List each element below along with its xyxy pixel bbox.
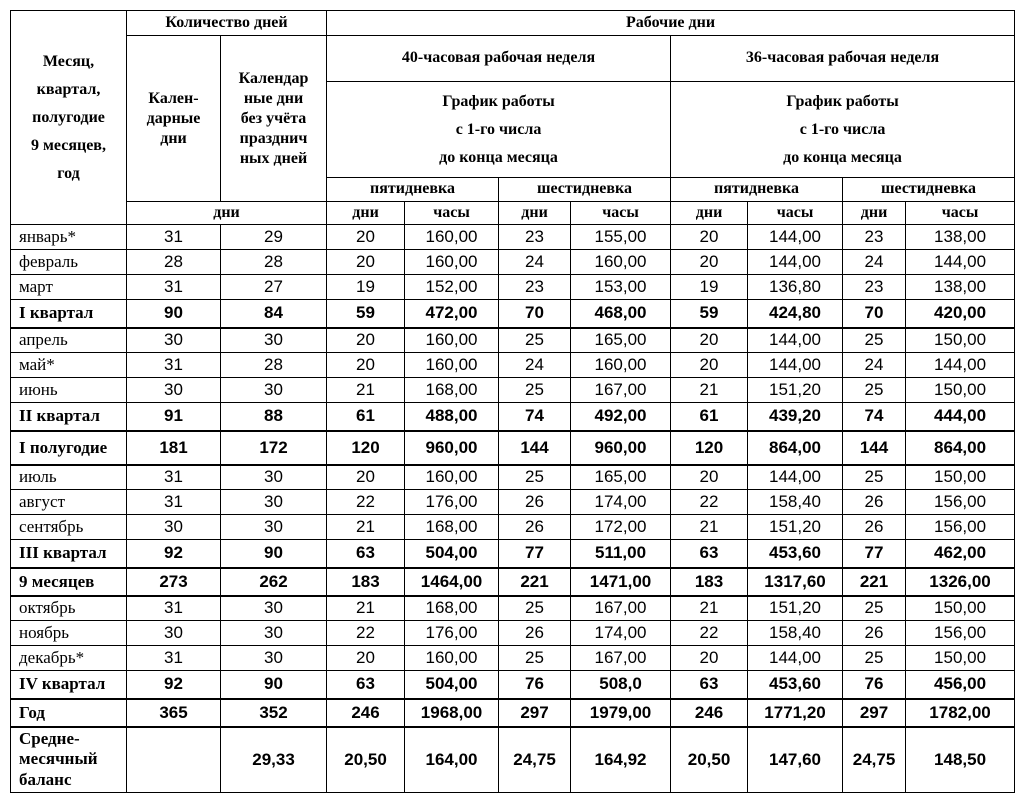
cell-value: 168,00 bbox=[405, 596, 499, 621]
row-label: II квартал bbox=[11, 403, 127, 431]
cell-value: 453,60 bbox=[748, 671, 843, 699]
cell-value: 864,00 bbox=[906, 431, 1015, 465]
cell-value: 31 bbox=[127, 490, 221, 515]
hours-header: часы bbox=[906, 202, 1015, 225]
cell-value: 165,00 bbox=[571, 328, 671, 353]
row-label: август bbox=[11, 490, 127, 515]
cell-value: 20 bbox=[327, 250, 405, 275]
cell-value: 420,00 bbox=[906, 300, 1015, 328]
cell-value: 24 bbox=[499, 353, 571, 378]
cell-value: 20 bbox=[671, 646, 748, 671]
days-count-header: Количество дней bbox=[127, 11, 327, 36]
cell-value: 20 bbox=[327, 225, 405, 250]
cell-value: 174,00 bbox=[571, 490, 671, 515]
cell-value: 59 bbox=[327, 300, 405, 328]
cell-value: 167,00 bbox=[571, 596, 671, 621]
cell-value: 31 bbox=[127, 225, 221, 250]
cell-value: 504,00 bbox=[405, 540, 499, 568]
cell-value: 1771,20 bbox=[748, 699, 843, 727]
cell-value: 160,00 bbox=[571, 250, 671, 275]
cell-value: 160,00 bbox=[405, 646, 499, 671]
cell-value: 960,00 bbox=[405, 431, 499, 465]
cell-value: 31 bbox=[127, 465, 221, 490]
table-row bbox=[11, 328, 1015, 353]
cell-value: 20 bbox=[671, 250, 748, 275]
cell-value: 1317,60 bbox=[748, 568, 843, 596]
average-cell-value bbox=[127, 727, 221, 793]
cell-value: 23 bbox=[843, 225, 906, 250]
cell-value: 26 bbox=[843, 621, 906, 646]
cell-value: 508,0 bbox=[571, 671, 671, 699]
table-body bbox=[11, 225, 1015, 793]
cell-value: 183 bbox=[327, 568, 405, 596]
hours-header: часы bbox=[748, 202, 843, 225]
summary-row bbox=[11, 671, 1015, 699]
cell-value: 144 bbox=[499, 431, 571, 465]
cell-value: 150,00 bbox=[906, 596, 1015, 621]
cell-value: 76 bbox=[843, 671, 906, 699]
table-header bbox=[11, 11, 1015, 225]
row-label: ноябрь bbox=[11, 621, 127, 646]
row-label: Год bbox=[11, 699, 127, 727]
six-day-header-40: шестидневка bbox=[499, 178, 671, 202]
summary-row bbox=[11, 403, 1015, 431]
summary-row bbox=[11, 568, 1015, 596]
cell-value: 61 bbox=[327, 403, 405, 431]
cell-value: 25 bbox=[499, 465, 571, 490]
cell-value: 158,40 bbox=[748, 490, 843, 515]
five-day-header-40: пятидневка bbox=[327, 178, 499, 202]
cell-value: 221 bbox=[843, 568, 906, 596]
cell-value: 21 bbox=[671, 596, 748, 621]
cell-value: 144,00 bbox=[906, 353, 1015, 378]
hours-header: часы bbox=[571, 202, 671, 225]
cell-value: 273 bbox=[127, 568, 221, 596]
cell-value: 150,00 bbox=[906, 378, 1015, 403]
cell-value: 297 bbox=[499, 699, 571, 727]
table-row bbox=[11, 490, 1015, 515]
average-cell-value: 148,50 bbox=[906, 727, 1015, 793]
summary-row bbox=[11, 699, 1015, 727]
cell-value: 168,00 bbox=[405, 515, 499, 540]
cell-value: 63 bbox=[671, 671, 748, 699]
cell-value: 23 bbox=[499, 225, 571, 250]
summary-row bbox=[11, 540, 1015, 568]
cell-value: 25 bbox=[843, 378, 906, 403]
cell-value: 22 bbox=[671, 621, 748, 646]
cell-value: 160,00 bbox=[405, 353, 499, 378]
cell-value: 488,00 bbox=[405, 403, 499, 431]
cell-value: 151,20 bbox=[748, 596, 843, 621]
table-row bbox=[11, 275, 1015, 300]
cell-value: 31 bbox=[127, 275, 221, 300]
cell-value: 90 bbox=[221, 671, 327, 699]
cell-value: 1471,00 bbox=[571, 568, 671, 596]
table-row bbox=[11, 621, 1015, 646]
cell-value: 144,00 bbox=[748, 353, 843, 378]
cell-value: 136,80 bbox=[748, 275, 843, 300]
cell-value: 168,00 bbox=[405, 378, 499, 403]
row-label: IV квартал bbox=[11, 671, 127, 699]
cell-value: 160,00 bbox=[571, 353, 671, 378]
cell-value: 20 bbox=[327, 328, 405, 353]
cell-value: 160,00 bbox=[405, 465, 499, 490]
cell-value: 77 bbox=[499, 540, 571, 568]
cell-value: 19 bbox=[327, 275, 405, 300]
cell-value: 30 bbox=[221, 490, 327, 515]
cell-value: 1968,00 bbox=[405, 699, 499, 727]
cell-value: 262 bbox=[221, 568, 327, 596]
calendar-days-header: Кален- дарные дни bbox=[127, 36, 221, 202]
cell-value: 61 bbox=[671, 403, 748, 431]
cell-value: 90 bbox=[127, 300, 221, 328]
table-row bbox=[11, 353, 1015, 378]
cell-value: 156,00 bbox=[906, 490, 1015, 515]
row-label: апрель bbox=[11, 328, 127, 353]
cell-value: 74 bbox=[843, 403, 906, 431]
table-row bbox=[11, 225, 1015, 250]
cell-value: 172 bbox=[221, 431, 327, 465]
days-header: дни bbox=[499, 202, 571, 225]
week36-header: 36-часовая рабочая неделя bbox=[671, 36, 1015, 82]
cell-value: 63 bbox=[671, 540, 748, 568]
average-row bbox=[11, 727, 1015, 793]
cell-value: 160,00 bbox=[405, 225, 499, 250]
cell-value: 352 bbox=[221, 699, 327, 727]
row-label: июль bbox=[11, 465, 127, 490]
row-label: сентябрь bbox=[11, 515, 127, 540]
cell-value: 22 bbox=[671, 490, 748, 515]
cell-value: 63 bbox=[327, 671, 405, 699]
cell-value: 144,00 bbox=[748, 328, 843, 353]
cell-value: 167,00 bbox=[571, 646, 671, 671]
cell-value: 26 bbox=[843, 490, 906, 515]
cell-value: 30 bbox=[221, 515, 327, 540]
cell-value: 439,20 bbox=[748, 403, 843, 431]
cell-value: 181 bbox=[127, 431, 221, 465]
cell-value: 167,00 bbox=[571, 378, 671, 403]
cell-value: 24 bbox=[499, 250, 571, 275]
cell-value: 30 bbox=[221, 621, 327, 646]
row-label: III квартал bbox=[11, 540, 127, 568]
cell-value: 84 bbox=[221, 300, 327, 328]
cell-value: 21 bbox=[671, 515, 748, 540]
cell-value: 30 bbox=[127, 378, 221, 403]
row-label: декабрь* bbox=[11, 646, 127, 671]
average-row-label: Средне- месячный баланс bbox=[11, 727, 127, 793]
cell-value: 30 bbox=[127, 328, 221, 353]
cell-value: 21 bbox=[671, 378, 748, 403]
cell-value: 25 bbox=[499, 378, 571, 403]
cell-value: 21 bbox=[327, 515, 405, 540]
five-day-header-36: пятидневка bbox=[671, 178, 843, 202]
table-row bbox=[11, 250, 1015, 275]
cell-value: 26 bbox=[499, 621, 571, 646]
cell-value: 19 bbox=[671, 275, 748, 300]
average-cell-value: 20,50 bbox=[671, 727, 748, 793]
cell-value: 472,00 bbox=[405, 300, 499, 328]
cell-value: 59 bbox=[671, 300, 748, 328]
cell-value: 144,00 bbox=[748, 250, 843, 275]
cell-value: 156,00 bbox=[906, 515, 1015, 540]
cell-value: 138,00 bbox=[906, 275, 1015, 300]
cell-value: 960,00 bbox=[571, 431, 671, 465]
days-header: дни bbox=[671, 202, 748, 225]
cell-value: 25 bbox=[843, 646, 906, 671]
working-time-table bbox=[10, 10, 1015, 793]
cell-value: 156,00 bbox=[906, 621, 1015, 646]
schedule-header-36: График работы с 1-го числа до конца месяца bbox=[671, 82, 1015, 178]
cell-value: 444,00 bbox=[906, 403, 1015, 431]
cell-value: 25 bbox=[843, 328, 906, 353]
cell-value: 152,00 bbox=[405, 275, 499, 300]
cell-value: 25 bbox=[499, 328, 571, 353]
cell-value: 144,00 bbox=[906, 250, 1015, 275]
days-header: дни bbox=[327, 202, 405, 225]
row-label: I квартал bbox=[11, 300, 127, 328]
cell-value: 456,00 bbox=[906, 671, 1015, 699]
cell-value: 150,00 bbox=[906, 465, 1015, 490]
cell-value: 165,00 bbox=[571, 465, 671, 490]
cell-value: 221 bbox=[499, 568, 571, 596]
cell-value: 20 bbox=[671, 328, 748, 353]
days-unit-header: дни bbox=[127, 202, 327, 225]
cell-value: 26 bbox=[499, 490, 571, 515]
cell-value: 76 bbox=[499, 671, 571, 699]
cell-value: 28 bbox=[127, 250, 221, 275]
cell-value: 25 bbox=[499, 596, 571, 621]
cell-value: 92 bbox=[127, 540, 221, 568]
month-column-header: Месяц, квартал, полугодие 9 месяцев, год bbox=[11, 11, 127, 225]
cell-value: 26 bbox=[843, 515, 906, 540]
cell-value: 30 bbox=[221, 378, 327, 403]
average-cell-value: 164,92 bbox=[571, 727, 671, 793]
cell-value: 150,00 bbox=[906, 646, 1015, 671]
cell-value: 246 bbox=[327, 699, 405, 727]
cell-value: 23 bbox=[843, 275, 906, 300]
row-label: февраль bbox=[11, 250, 127, 275]
cell-value: 246 bbox=[671, 699, 748, 727]
cell-value: 63 bbox=[327, 540, 405, 568]
cell-value: 24 bbox=[843, 250, 906, 275]
cell-value: 88 bbox=[221, 403, 327, 431]
cell-value: 1782,00 bbox=[906, 699, 1015, 727]
cell-value: 160,00 bbox=[405, 250, 499, 275]
cell-value: 27 bbox=[221, 275, 327, 300]
row-label: июнь bbox=[11, 378, 127, 403]
cell-value: 70 bbox=[499, 300, 571, 328]
cell-value: 1979,00 bbox=[571, 699, 671, 727]
six-day-header-36: шестидневка bbox=[843, 178, 1015, 202]
cell-value: 453,60 bbox=[748, 540, 843, 568]
table-row bbox=[11, 596, 1015, 621]
cell-value: 153,00 bbox=[571, 275, 671, 300]
cell-value: 120 bbox=[327, 431, 405, 465]
cell-value: 468,00 bbox=[571, 300, 671, 328]
cell-value: 144,00 bbox=[748, 225, 843, 250]
cell-value: 158,40 bbox=[748, 621, 843, 646]
cell-value: 160,00 bbox=[405, 328, 499, 353]
cell-value: 151,20 bbox=[748, 515, 843, 540]
row-label: I полугодие bbox=[11, 431, 127, 465]
cell-value: 144,00 bbox=[748, 465, 843, 490]
average-cell-value: 164,00 bbox=[405, 727, 499, 793]
cell-value: 74 bbox=[499, 403, 571, 431]
row-label: октябрь bbox=[11, 596, 127, 621]
cell-value: 365 bbox=[127, 699, 221, 727]
cell-value: 151,20 bbox=[748, 378, 843, 403]
cell-value: 22 bbox=[327, 490, 405, 515]
cell-value: 174,00 bbox=[571, 621, 671, 646]
table-row bbox=[11, 515, 1015, 540]
cell-value: 1326,00 bbox=[906, 568, 1015, 596]
cell-value: 90 bbox=[221, 540, 327, 568]
cell-value: 23 bbox=[499, 275, 571, 300]
cell-value: 30 bbox=[221, 465, 327, 490]
cell-value: 120 bbox=[671, 431, 748, 465]
summary-row bbox=[11, 300, 1015, 328]
cell-value: 20 bbox=[327, 646, 405, 671]
cell-value: 183 bbox=[671, 568, 748, 596]
cell-value: 511,00 bbox=[571, 540, 671, 568]
cell-value: 30 bbox=[127, 621, 221, 646]
cell-value: 21 bbox=[327, 378, 405, 403]
cell-value: 492,00 bbox=[571, 403, 671, 431]
schedule-header-40: График работы с 1-го числа до конца месяца bbox=[327, 82, 671, 178]
cell-value: 22 bbox=[327, 621, 405, 646]
cell-value: 30 bbox=[127, 515, 221, 540]
cell-value: 28 bbox=[221, 250, 327, 275]
row-label: май* bbox=[11, 353, 127, 378]
working-days-header: Рабочие дни bbox=[327, 11, 1015, 36]
cell-value: 30 bbox=[221, 646, 327, 671]
average-cell-value: 24,75 bbox=[843, 727, 906, 793]
cell-value: 462,00 bbox=[906, 540, 1015, 568]
cell-value: 31 bbox=[127, 596, 221, 621]
cell-value: 31 bbox=[127, 353, 221, 378]
cell-value: 172,00 bbox=[571, 515, 671, 540]
cell-value: 144 bbox=[843, 431, 906, 465]
cell-value: 21 bbox=[327, 596, 405, 621]
cell-value: 24 bbox=[843, 353, 906, 378]
table-row bbox=[11, 646, 1015, 671]
row-label: январь* bbox=[11, 225, 127, 250]
average-cell-value: 29,33 bbox=[221, 727, 327, 793]
cell-value: 1464,00 bbox=[405, 568, 499, 596]
cell-value: 150,00 bbox=[906, 328, 1015, 353]
cell-value: 144,00 bbox=[748, 646, 843, 671]
cell-value: 25 bbox=[843, 465, 906, 490]
cell-value: 91 bbox=[127, 403, 221, 431]
cell-value: 20 bbox=[327, 353, 405, 378]
cell-value: 297 bbox=[843, 699, 906, 727]
average-cell-value: 147,60 bbox=[748, 727, 843, 793]
average-cell-value: 24,75 bbox=[499, 727, 571, 793]
cell-value: 77 bbox=[843, 540, 906, 568]
cell-value: 864,00 bbox=[748, 431, 843, 465]
cell-value: 70 bbox=[843, 300, 906, 328]
calendar-no-holidays-header: Календар ные дни без учёта празднич ных дней bbox=[221, 36, 327, 202]
cell-value: 25 bbox=[843, 596, 906, 621]
table-row bbox=[11, 465, 1015, 490]
table-row bbox=[11, 378, 1015, 403]
cell-value: 504,00 bbox=[405, 671, 499, 699]
summary-row bbox=[11, 431, 1015, 465]
cell-value: 31 bbox=[127, 646, 221, 671]
cell-value: 20 bbox=[671, 225, 748, 250]
cell-value: 29 bbox=[221, 225, 327, 250]
cell-value: 26 bbox=[499, 515, 571, 540]
cell-value: 30 bbox=[221, 328, 327, 353]
average-cell-value: 20,50 bbox=[327, 727, 405, 793]
hours-header: часы bbox=[405, 202, 499, 225]
days-header: дни bbox=[843, 202, 906, 225]
cell-value: 20 bbox=[671, 465, 748, 490]
cell-value: 138,00 bbox=[906, 225, 1015, 250]
cell-value: 424,80 bbox=[748, 300, 843, 328]
cell-value: 28 bbox=[221, 353, 327, 378]
row-label: 9 месяцев bbox=[11, 568, 127, 596]
cell-value: 176,00 bbox=[405, 490, 499, 515]
cell-value: 20 bbox=[671, 353, 748, 378]
week40-header: 40-часовая рабочая неделя bbox=[327, 36, 671, 82]
cell-value: 30 bbox=[221, 596, 327, 621]
cell-value: 20 bbox=[327, 465, 405, 490]
cell-value: 25 bbox=[499, 646, 571, 671]
cell-value: 92 bbox=[127, 671, 221, 699]
row-label: март bbox=[11, 275, 127, 300]
cell-value: 176,00 bbox=[405, 621, 499, 646]
cell-value: 155,00 bbox=[571, 225, 671, 250]
